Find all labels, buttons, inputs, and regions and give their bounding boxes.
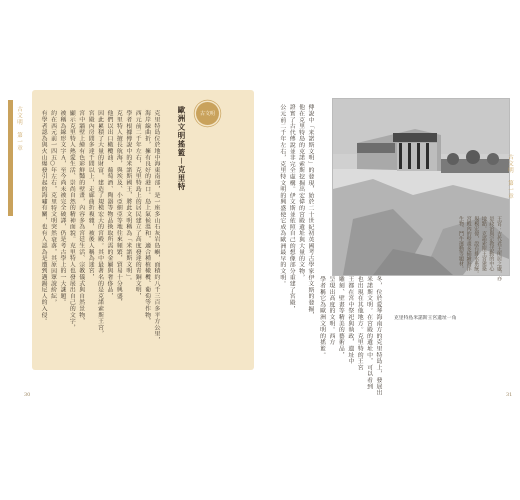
body-line: 他在克里特島的克諾索斯挖掘出宏偉的宮殿遺址與大量的文物， bbox=[297, 104, 304, 281]
note-line: 是政治與宗教活動的中心 bbox=[488, 216, 495, 271]
body-line: 海岸線曲折，擁有良好的港口。島上氣候溫和，適合種植橄欖、葡萄等作物， bbox=[143, 110, 150, 325]
body-line: 克里特島位於地中海東南部，是一座多山石灰岩島嶼，面積約八千三百多平方公里， bbox=[153, 110, 159, 344]
body-line: 被稱為線形文字Ａ，至今尚未被完全破譯，仍是考古學上的一大謎題。 bbox=[58, 110, 65, 306]
body-line: 呈現出高度的文明。西方 bbox=[327, 276, 334, 346]
body-line: 傳說中「米諾斯文明」的發現，始於二十世紀初英國考古學家伊文斯的發掘， bbox=[307, 104, 313, 319]
body-line: 學者根據傳說中的米諾斯國王，將此文明稱為「米諾斯文明」。 bbox=[124, 110, 131, 284]
note-line: 王宮：古代君王所居之處，亦 bbox=[496, 216, 502, 281]
body-line: 有學者認為與火山爆發引起的海嘯有關，也有人認為是遭到邁錫尼人的入侵。 bbox=[40, 110, 47, 325]
body-line: 雕刻、壁畫等精美的藝術品， bbox=[337, 276, 344, 358]
body-line: 米諾斯文明。在宮殿的遺址中，可以看到 bbox=[365, 276, 372, 390]
note-line: 規模宏偉，設有排水系統。 bbox=[473, 216, 480, 276]
note-line: 生物、鬥牛運動等題材。 bbox=[458, 216, 465, 271]
body-line: 學者稱它為歐洲文明的搖籃。 bbox=[318, 276, 325, 358]
body-line: 冬，位於愛琴海南方的克里特島上，發展出 bbox=[375, 276, 381, 396]
right-page-number: 31 bbox=[506, 392, 513, 398]
note-line: 地點。克諾索斯王宮建築 bbox=[480, 216, 487, 271]
body-line: 宮中牆壁上繪有色彩鮮豔的壁畫，內容多為宮廷生活、宗教儀式與自然景物， bbox=[77, 110, 84, 325]
left-page bbox=[8, 58, 260, 384]
left-side-tab bbox=[8, 100, 13, 216]
left-body-text bbox=[38, 110, 160, 342]
body-line: 他們以出口橄欖油、葡萄酒、陶器等物品換取所需的金屬與奢侈品， bbox=[105, 110, 112, 299]
body-line: 因此累積了大量的財富，建造了規模宏大的宮殿。其中最著名的是克諾索斯王宮， bbox=[96, 110, 103, 337]
body-line: 約在西元前一四五○年左右，克里特文明突然衰落，其原因眾說紛紜， bbox=[49, 110, 56, 306]
note-line: 宮殿內的壁畫多描繪海洋 bbox=[465, 216, 472, 271]
right-body-text-top bbox=[276, 104, 314, 352]
body-line: 西元前二千年左右，克里特島上的居民建立了高度發達的青銅文明， bbox=[134, 110, 141, 299]
body-line: 宮殿內房間多達千間以上，走廊曲折複雜，被後人稱為迷宮， bbox=[87, 110, 94, 281]
right-running-head: 古文明 第一章 bbox=[507, 154, 513, 200]
left-running-head: 古文明 第一章 bbox=[16, 106, 22, 152]
body-line: 克里特人擅長航海，與埃及、小亞細亞等地往來頻繁，貿易十分興盛， bbox=[115, 110, 122, 306]
body-line: 顯示克里特人熱愛生活、崇尚自然的精神面貌。克里特人也發展出自己的文字， bbox=[68, 110, 75, 331]
body-line: 公元前二千年左右，克里特文明的興盛使它成為歐洲最早的文明。 bbox=[278, 104, 285, 287]
body-line: 也出現在其他地方。克里特的王宮 bbox=[356, 276, 363, 371]
chapter-badge: 古文明 bbox=[196, 102, 219, 125]
body-line: 王都在宮中祭祀與執政，遺址中 bbox=[346, 276, 353, 365]
section-title: 歐洲文明搖籃－克里特 bbox=[177, 106, 186, 191]
photo-caption: 克里特島米諾斯王宮遺址一角 bbox=[394, 316, 457, 321]
side-note bbox=[456, 216, 502, 368]
right-body-text-bottom bbox=[316, 276, 382, 396]
body-line: 證實了古代傳說並非完全虛構。伊文斯並依照自己的想像部分重建了宮殿， bbox=[288, 104, 295, 312]
left-page-number: 30 bbox=[24, 392, 31, 398]
